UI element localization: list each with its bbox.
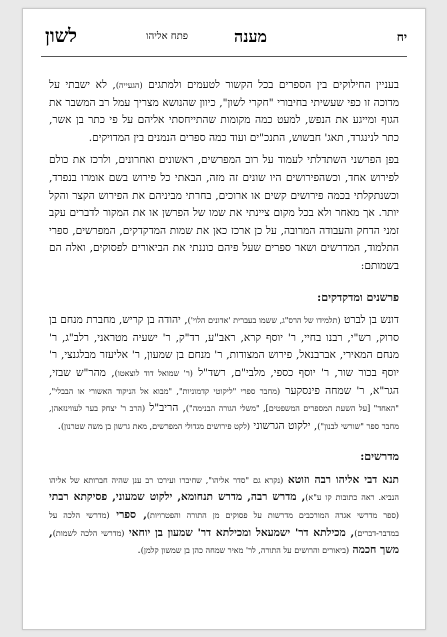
paragraph-2: בפן הפרשני השתדלתי לעמוד על רוב המפרשים, ראשונים ואחרונים, ולרכז את כולם לפירוש אחד, וכשהפירושים היו שונים זה מזה, הבאתי כל פירוש בשם אומרו בנפרד, וכשנתקלתי בכמה פירושים קשים או ארוכים, בחרתי מביניהם את הפירוש הקצר והקל יותר. אך מאחר ולא בכל מקום ציינתי את שמו של הפרשן או את המקור לדברים עקב זמני הדחק והעבודה המרובה, על כן ארכז כאן את שמות המדקדקים, המפרשים, ספרי התלמוד, המדרשים ושאר ספרים שעל פיהם כוננתי את הביאורים לפסוקים, ואלה הם בשמותם: — [49, 154, 399, 272]
p3-b-note: (ר' שמואל דוד לוצאטו) — [114, 368, 193, 378]
p4-c: , ספרי — [116, 509, 147, 522]
paragraph-1-note: (הגעייה) — [115, 81, 143, 90]
p3-e-note: (לקט פירושים מגדולי המפרשים, מאת גרשון בן משה שטרנון) — [60, 421, 251, 431]
p4-b: , מדרש רבה, מדרש תנחומא, ילקוט שמעוני, פסיקתא רבתי — [49, 491, 306, 504]
space: , — [106, 79, 116, 91]
document-page — [22, 8, 426, 630]
page-number: יח — [396, 30, 407, 44]
p3-d-note: (הרב ר' יצחק בער לעווינזאהן, מחבר ספר "שורשי לבנון") — [49, 404, 399, 431]
p4-d-note: (מדרשי הלכה לשמות) — [52, 528, 125, 538]
paragraph-1 — [49, 77, 399, 147]
heading-midrashim: מדרשים: — [360, 450, 399, 464]
p3-d: , הריב"ל — [149, 402, 186, 415]
p4-f: . — [137, 544, 141, 557]
p4-b-note: (ספר מדרשי אגדה המורכבים מדרשות על פסוקים מן התורה והפטרויות) — [146, 511, 399, 521]
p4-e: , משך חכמה — [49, 526, 399, 557]
p3-f: . — [57, 419, 61, 432]
p4-c-note: (מדרשי הלכה על במדבר-דברים) — [49, 511, 399, 538]
book-title: פתח אליהו — [146, 31, 189, 42]
p3-b: , יהודה בן קריש, מחברת מנחם בן סרוק, רש"י, רבנו בחיי, ר' יוסף קרא, ראב"ע, רד"ק, ר' ישעיה מטראני, רלב"ג, ר' מנחם המאירי, אברבנאל, פירוש המצודות, ר' מנחם בן שמעון, ר' אליעזר מבלגנצי, ר' יוסף בכור שור, ר' יוסף כספי, מלבי"ם, רשד"ל — [49, 314, 399, 379]
p3-e: , ילקוט הגרשוני — [253, 419, 318, 432]
p3-a-note: (תלמידו של הרס"ג, ששמו בעברית 'אדונים הלוי') — [187, 316, 341, 326]
paragraph-3 — [49, 312, 399, 435]
p3-a: דונש בן לברט — [343, 314, 399, 327]
section-title: מענה — [234, 27, 267, 46]
running-title: לשון — [45, 25, 78, 47]
p4-d: , מכילתא דר' ישמעאל ומכילתא דר' שמעון בן יוחאי — [128, 526, 355, 539]
p4-a: תנא דבי אליהו רבה וזוטא — [287, 473, 399, 486]
header-rule — [41, 56, 407, 57]
p4-a-note: (נקרא גם "סדר אליהו", שחיברו ועירכו רב ענן שהיה חברותא של אליהו הנביא. ראה כתובות קו ע"א) — [49, 475, 399, 503]
p3-c-note: (מחבר ספרי "ליקוטי קדמוניות", "מבוא אל הניקוד האשורי או הבבלי", "האחד" [על השעת המספרים המשפטים], "משלי הגורה הבנימה") — [49, 386, 399, 414]
heading-commentators: פרשנים ומדקדקים: — [317, 290, 399, 304]
page-header — [41, 27, 407, 53]
page-body — [49, 77, 399, 560]
paragraph-1-text-a: בעניין החילוקים בין הספרים בכל הקשור לטעמים ולמתגים — [148, 79, 399, 91]
paragraph-4 — [49, 472, 399, 560]
p3-c: , מהר"ש שבזי, הגר"א, ר' שמחה פינסקער — [49, 366, 400, 397]
p4-e-note: (ביאורים והרושים על התורה, לר' מאיר שמחה כהן בן שמשון קלמן) — [140, 546, 350, 556]
paragraph-1-text-b: לא ישבתי על מדוכה זו כפי שעשיתי בחיבורי "חקרי לשון", כיוון שהנושא מצריך עמל רב המשבר את הגוף ומייגע את הנפש, למעט כמה מקומות שהתייחסתי אליהם על פי כתר בן אשר, כתר לנינגרד, תאג' חבשוש, התנכ"ים ועוד כמה ספרים הנמנים בין המדויקים. — [49, 79, 399, 144]
